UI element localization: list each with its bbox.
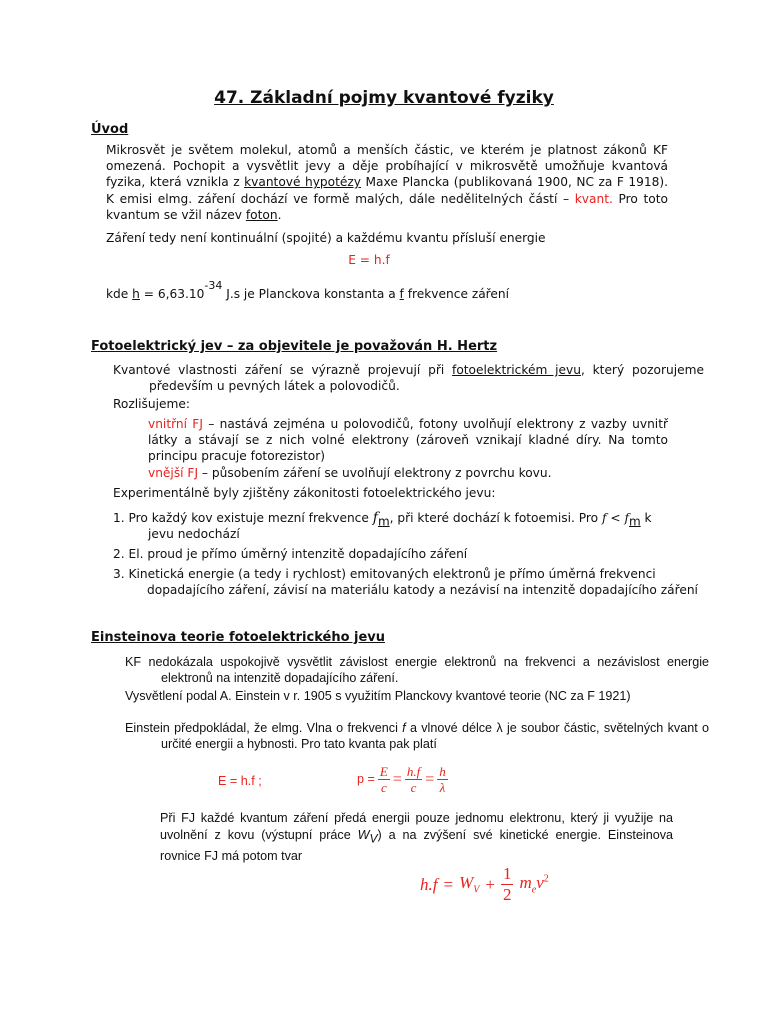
h-symbol: h xyxy=(132,287,140,302)
fj-intro-text-2: , který pozorujeme především u pevných látek a polovodičů. xyxy=(149,363,704,394)
einstein-equation xyxy=(420,864,549,905)
kvantove-hypotezy-term: kvantové hypotézy xyxy=(244,175,362,190)
equals-sign-1: = xyxy=(392,770,402,788)
vnitrni-fj-label: vnitřní FJ xyxy=(148,417,203,431)
frac2-den: c xyxy=(410,780,417,795)
frac3-num: h xyxy=(439,764,446,779)
constant-text: J.s je Planckova konstanta a xyxy=(222,287,400,302)
eq-plus: + xyxy=(485,874,495,894)
equals-sign-2: = xyxy=(425,770,435,788)
experiment-intro: Experimentálně byly zjištěny zákonitosti fotoelektrického jevu: xyxy=(113,486,496,500)
eq-mev2 xyxy=(519,873,548,895)
eq-hf: h.f xyxy=(420,874,438,894)
fm-symbol: f xyxy=(372,510,378,526)
einstein-p4-text-1: Při FJ každé kvantum záření předá energii pouze jednomu elektronu, který ji využije na uvolnění z kovu (výstupní práce xyxy=(160,811,673,842)
eq-m-subscript: e xyxy=(531,884,537,896)
p-equals: p = xyxy=(357,772,375,787)
fraction-h-over-lambda xyxy=(437,764,448,795)
vnejsi-fj-text: – působením záření se uvolňují elektrony z povrchu kovu. xyxy=(198,466,552,480)
eq-one-half xyxy=(501,864,514,905)
uvod-text-2: Maxe Plancka (publikovaná 1900, NC za F 1918). K emisi elmg. záření dochází ve formě malých, dále nedělitelných částí – xyxy=(106,175,668,206)
fraction-e-over-c xyxy=(378,764,390,795)
eq-half-den: 2 xyxy=(502,885,512,904)
law-1-text-3: k xyxy=(640,511,652,525)
fm-subscript: m xyxy=(377,514,390,529)
law-1-text-1: 1. Pro každý kov existuje mezní frekvence xyxy=(113,511,373,525)
rozlisujeme-label: Rozlišujeme: xyxy=(113,397,190,411)
eq-wv xyxy=(459,873,479,895)
fotoelektrickem-jevu-term: fotoelektrickém jevu xyxy=(452,363,581,377)
momentum-equation xyxy=(357,764,448,795)
eq-v: v xyxy=(536,873,544,893)
eq-half-num: 1 xyxy=(502,864,512,883)
energy-equation: E = h.f ; xyxy=(218,774,262,788)
einstein-paragraph-3 xyxy=(125,720,709,753)
f-symbol-2: f xyxy=(601,511,607,525)
fj-intro-text-1: Kvantové vlastnosti záření se výrazně projevují při xyxy=(113,363,453,377)
eq-equals: = xyxy=(443,874,454,894)
eq-v-exponent: 2 xyxy=(543,873,549,885)
kde-text: kde xyxy=(106,287,133,302)
einstein-paragraph-2: Vysvětlení podal A. Einstein v r. 1905 s využitím Planckovy kvantové teorie (NC za F 1921) xyxy=(125,689,631,703)
kvant-term: kvant. xyxy=(574,191,613,206)
wv-subscript: V xyxy=(369,831,378,846)
uvod-paragraph-2: Záření tedy není kontinuální (spojité) a každému kvantu přísluší energie xyxy=(106,231,546,245)
law-item-3: 3. Kinetická energie (a tedy i rychlost) emitovaných elektronů je přímo úměrná frekvenci dopadajícího záření, závisí na materiálu katody a nezávisí na intenzitě dopadajícího záření xyxy=(113,567,698,598)
foton-term: foton xyxy=(245,207,278,222)
fraction-hf-over-c xyxy=(405,764,422,795)
frac3-den: λ xyxy=(439,780,446,795)
frac2-num: h.f xyxy=(406,764,421,779)
einstein-paragraph-1: KF nedokázala uspokojivě vysvětlit závislost energie elektronů na frekvenci a nezávislost energie elektronů na intenzitě dopadajícího záření. xyxy=(125,655,709,686)
fj-intro-paragraph xyxy=(113,362,704,394)
eq-w: W xyxy=(459,873,474,893)
vnitrni-fj-item xyxy=(148,416,668,465)
section-heading-fotoelektricky-jev: Fotoelektrický jev – za objevitele je považován H. Hertz xyxy=(91,339,498,354)
einstein-p4-text-2: ) a na zvýšení své kinetické energie. Einsteinova rovnice FJ má potom tvar xyxy=(160,828,673,863)
vnejsi-fj-label: vnější FJ xyxy=(148,466,199,480)
law-item-1-continued: jevu nedochází xyxy=(148,527,240,541)
uvod-text-3: Pro toto kvantum se vžil název xyxy=(106,191,668,222)
law-item-2: 2. El. proud je přímo úměrný intenzitě dopadajícího záření xyxy=(113,547,468,561)
section-heading-uvod: Úvod xyxy=(91,122,129,137)
eq-w-subscript: V xyxy=(473,884,480,896)
page-title: 47. Základní pojmy kvantové fyziky xyxy=(214,88,554,108)
f-italic: f xyxy=(402,721,406,735)
frequency-text: frekvence záření xyxy=(403,287,510,302)
planck-constant-line xyxy=(106,279,668,302)
einstein-p3-text-2: a vlnové délce λ je soubor částic, světelných kvant o určité energii a hybnosti. Pro tato kvanta pak platí xyxy=(161,721,710,752)
less-than: < xyxy=(606,511,625,525)
einstein-paragraph-4 xyxy=(160,810,673,865)
frac1-den: c xyxy=(380,780,387,795)
planck-formula: E = h.f xyxy=(348,253,390,267)
frac1-num: E xyxy=(379,764,388,779)
einstein-p3-text-1: Einstein předpokládal, že elmg. Vlna o frekvenci xyxy=(125,721,403,735)
wv-symbol: W xyxy=(357,828,370,842)
law-1-text-2: , při které dochází k fotoemisi. Pro xyxy=(389,511,602,525)
fm-symbol-2: f xyxy=(624,511,629,525)
section-heading-einstein: Einsteinova teorie fotoelektrického jevu xyxy=(91,630,386,645)
uvod-text-4: . xyxy=(277,207,282,222)
eq-m: m xyxy=(519,873,532,893)
constant-exponent: -34 xyxy=(204,279,223,292)
uvod-text-1: Mikrosvět je světem molekul, atomů a menších částic, ve kterém je platnost zákonů KF omezená. Pochopit a vysvětlit jevy a děje probíhající v mikrosvětě umožňuje kvantová fyzika, která vznikla z xyxy=(106,143,668,190)
vnitrni-fj-text: – nastává zejména u polovodičů, fotony uvolňují elektrony z vazby uvnitř látky a stávají se z nich volné elektrony (zároveň vznikají kladné díry. Na tomto principu pracuje fotorezistor) xyxy=(148,417,668,464)
vnejsi-fj-item xyxy=(148,465,668,481)
f-symbol: f xyxy=(399,287,404,302)
fm-subscript-2: m xyxy=(628,514,641,529)
uvod-paragraph xyxy=(106,142,668,223)
constant-value: = 6,63.10 xyxy=(139,287,205,302)
